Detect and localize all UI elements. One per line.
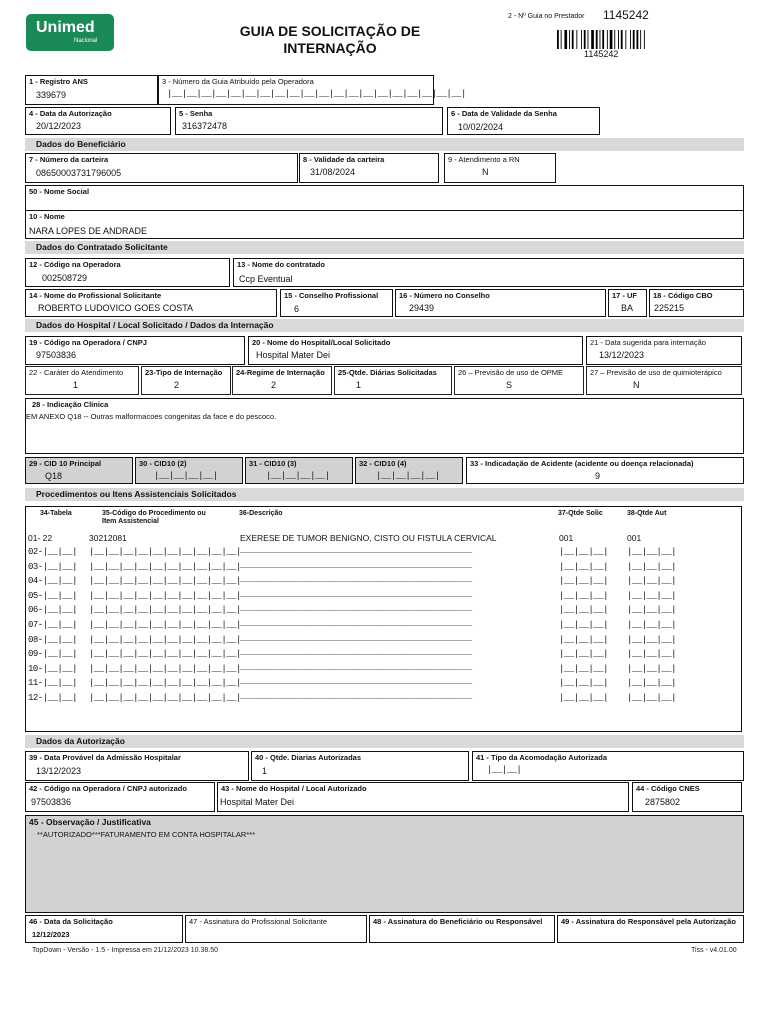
title-line-2: INTERNAÇÃO	[283, 40, 377, 56]
barcode-bar	[564, 30, 567, 49]
field-value: 339679	[36, 90, 67, 100]
slot-boxes: |__|__|	[487, 765, 522, 775]
barcode-bar	[581, 30, 582, 49]
field-label: 45 - Observação / Justificativa	[29, 817, 151, 827]
field-30-cid2	[135, 457, 243, 484]
field-label: 1 - Registro ANS	[29, 77, 88, 86]
field-26-opme	[454, 366, 584, 395]
field-label: 46 - Data da Solicitação	[29, 917, 113, 926]
row-qtde-aut-slots: |__|__|__|	[627, 590, 677, 601]
row-code-slots: |__|__|__|__|__|__|__|__|__|__|	[89, 620, 241, 630]
field-label: 30 - CID10 (2)	[139, 459, 187, 468]
row-qtde-solic: 001	[559, 533, 574, 543]
field-value: S	[506, 380, 513, 390]
field-value: Hospital Mater Dei	[220, 797, 295, 807]
row-qtde-aut-slots: |__|__|__|	[627, 693, 677, 703]
barcode-bar	[561, 30, 562, 49]
logo-name: Unimed	[36, 19, 95, 36]
barcode-bar	[596, 30, 598, 49]
logo-sub: Nacional	[74, 38, 98, 44]
row-qtde-solic-slots: |__|__|__|	[559, 678, 609, 689]
row-qtde-aut: 001	[627, 533, 642, 543]
field-25-diarias	[334, 366, 452, 395]
barcode-bar	[572, 30, 574, 49]
table-row	[26, 620, 741, 632]
barcode-bar	[630, 30, 631, 49]
row-code-slots: |__|__|__|__|__|__|__|__|__|__|	[89, 663, 241, 674]
row-description-line: ____________________________________________________________________	[240, 576, 472, 585]
field-41-acomodacao	[472, 751, 744, 781]
row-qtde-solic-slots: |__|__|__|	[559, 663, 609, 674]
slot-boxes: |__|__|__|__|	[266, 471, 330, 481]
field-label: 8 - Validade da carteira	[303, 155, 385, 164]
barcode-bar	[621, 30, 623, 49]
field-15-conselho	[280, 289, 393, 317]
row-qtde-solic-slots: |__|__|__|	[559, 576, 609, 587]
field-48-assinatura-beneficiario	[369, 915, 555, 943]
field-49-assinatura-autorizacao	[557, 915, 744, 943]
field-value: 13/12/2023	[599, 350, 645, 360]
field-5-senha	[175, 107, 443, 135]
field-4-data-autorizacao	[25, 107, 171, 135]
barcode-bar	[600, 30, 601, 49]
field-21-data-sugerida	[586, 336, 742, 365]
field-label: 16 - Número no Conselho	[399, 291, 490, 300]
field-label: 44 - Código CNES	[636, 784, 700, 793]
barcode-bar	[637, 30, 639, 49]
table-row	[26, 562, 741, 574]
row-code-slots: |__|__|__|__|__|__|__|__|__|__|	[89, 576, 241, 587]
field-label: 26 – Previsão de uso de OPME	[458, 368, 564, 377]
barcode-bar	[618, 30, 619, 49]
field-label: 20 - Nome do Hospital/Local Solicitado	[252, 338, 391, 347]
field-value: 002508729	[42, 273, 88, 283]
table-row	[26, 678, 741, 690]
barcode-number: 1145242	[584, 49, 619, 59]
field-value: NARA LOPES DE ANDRADE	[29, 226, 148, 236]
field-12-codigo-operadora	[25, 258, 230, 287]
field-label: 33 - Indicadação de Acidente (acidente ou doença relacionada)	[470, 459, 694, 468]
field-32-cid4	[355, 457, 463, 484]
field-label: 9 - Atendimento a RN	[448, 155, 520, 164]
row-code-slots: |__|__|__|__|__|__|__|__|__|__|	[89, 649, 241, 660]
row-description-line: ____________________________________________________________________	[240, 678, 472, 687]
field-value: ROBERTO LUDOVICO GOES COSTA	[38, 303, 194, 313]
barcode-bar	[591, 30, 594, 49]
col-header-codigo: 35-Código do Procedimento ou	[102, 510, 206, 517]
barcode-icon	[557, 30, 649, 50]
field-label: 42 - Código na Operadora / CNPJ autorizado	[29, 784, 187, 793]
row-description-line: ____________________________________________________________________	[240, 634, 472, 643]
field-label: 5 - Senha	[179, 109, 213, 118]
row-qtde-aut-slots: |__|__|__|	[627, 547, 677, 557]
field-label: 12 - Código na Operadora	[29, 260, 121, 269]
field-label: 14 - Nome do Profissional Solicitante	[29, 291, 162, 300]
field-50-nome-social	[25, 185, 744, 211]
field-24-regime	[232, 366, 332, 395]
field-29-cid-principal	[25, 457, 133, 484]
row-code: 30212081	[89, 533, 127, 543]
field-value: N	[482, 167, 489, 177]
barcode-bar	[633, 30, 635, 49]
field-value: 2	[271, 380, 277, 390]
field-label: 21 - Data sugerida para internação	[590, 338, 706, 347]
slot-boxes: |__|__|__|__|__|__|__|__|__|__|__|__|__|__|__|__|__|__|__|__|	[167, 89, 466, 99]
field-44-cnes	[632, 782, 742, 812]
row-description-line: ____________________________________________________________________	[240, 590, 472, 599]
field-label: 3 - Número da Guia Atribuído pela Operadora	[162, 77, 314, 86]
row-description-line: ____________________________________________________________________	[240, 620, 472, 628]
table-row	[26, 649, 741, 661]
procedures-table	[25, 506, 742, 732]
field-value: Ccp Eventual	[239, 274, 293, 284]
col-header-codigo-2: Item Assistencial	[102, 518, 159, 525]
guide-no: 1145242	[603, 8, 649, 22]
row-description-line: ____________________________________________________________________	[240, 605, 472, 614]
field-value: 1	[356, 380, 362, 390]
field-value: Hospital Mater Dei	[256, 350, 331, 360]
row-description-line: ____________________________________________________________________	[240, 649, 472, 658]
row-qtde-aut-slots: |__|__|__|	[627, 561, 677, 572]
table-row	[26, 635, 741, 647]
table-row	[26, 533, 741, 545]
field-28-indicacao-clinica	[25, 398, 744, 454]
row-description: EXERESE DE TUMOR BENIGNO, CISTO OU FISTULA CERVICAL	[240, 533, 497, 543]
field-label: 4 - Data da Autorização	[29, 109, 112, 118]
section-procedimentos: Procedimentos ou Itens Assistenciais Solicitados	[25, 488, 744, 501]
field-23-tipo-internacao	[141, 366, 231, 395]
barcode-bar	[610, 30, 613, 49]
field-label: 27 – Previsão de uso de quimioterápico	[590, 368, 722, 377]
page-title	[215, 23, 445, 57]
field-label: 15 - Conselho Profissional	[284, 291, 379, 300]
row-qtde-aut-slots: |__|__|__|	[627, 576, 677, 587]
barcode-bar	[614, 30, 615, 49]
field-value: BA	[621, 303, 634, 313]
row-qtde-solic-slots: |__|__|__|	[559, 649, 609, 660]
row-code-slots: |__|__|__|__|__|__|__|__|__|__|	[89, 693, 241, 703]
table-row	[26, 547, 741, 559]
field-label: 43 - Nome do Hospital / Local Autorizado	[221, 784, 367, 793]
col-header-descricao: 36-Descrição	[239, 510, 283, 517]
row-code-slots: |__|__|__|__|__|__|__|__|__|__|	[89, 547, 241, 557]
field-8-validade-carteira	[299, 153, 439, 183]
row-qtde-solic-slots: |__|__|__|	[559, 590, 609, 601]
row-description-line: ____________________________________________________________________	[240, 693, 472, 701]
field-label: 39 - Data Provável da Admissão Hospitalar	[29, 753, 181, 762]
field-value: 9	[595, 471, 601, 481]
field-40-diarias-autorizadas	[251, 751, 469, 781]
barcode-bar	[607, 30, 608, 49]
field-42-cnpj-autorizado	[25, 782, 215, 812]
guide-no-label: 2 - Nº Guia no Prestador	[508, 13, 585, 20]
footer-right: Tiss - v4.01.00	[691, 947, 737, 954]
field-label: 29 - CID 10 Principal	[29, 459, 102, 468]
field-value: 97503836	[36, 350, 77, 360]
field-value: 10/02/2024	[458, 122, 504, 132]
barcode-bar	[584, 30, 586, 49]
row-code-slots: |__|__|__|__|__|__|__|__|__|__|	[89, 678, 241, 689]
field-value: **AUTORIZADO***FATURAMENTO EM CONTA HOSPITALAR***	[37, 830, 256, 839]
section-contratado: Dados do Contratado Solicitante	[25, 241, 744, 254]
row-qtde-aut-slots: |__|__|__|	[627, 649, 677, 660]
table-row	[26, 664, 741, 676]
barcode-bar	[569, 30, 570, 49]
row-qtde-solic-slots: |__|__|__|	[559, 693, 609, 703]
row-number-table: 08-|__|__|	[28, 634, 78, 645]
row-qtde-solic-slots: |__|__|__|	[559, 561, 609, 572]
footer-left: TopDown - Versão - 1.5 - Impressa em 21/12/2023 10.38.50	[32, 947, 218, 954]
field-value: 316372478	[182, 121, 228, 131]
field-label: 28 - Indicação Clínica	[32, 400, 109, 409]
row-number: 01- 22	[28, 533, 53, 543]
row-qtde-solic-slots: |__|__|__|	[559, 634, 609, 645]
col-header-qtde-aut: 38-Qtde Aut	[627, 510, 667, 517]
row-description-line: ____________________________________________________________________	[240, 547, 472, 555]
row-description-line: ____________________________________________________________________	[240, 663, 472, 672]
barcode-bar	[588, 30, 589, 49]
field-18-cbo	[649, 289, 744, 317]
field-47-assinatura-profissional	[185, 915, 367, 943]
table-row	[26, 576, 741, 588]
field-label: 7 - Número da carteira	[29, 155, 109, 164]
table-row	[26, 693, 741, 705]
field-label: 23-Tipo de Internação	[145, 368, 223, 377]
section-beneficiario: Dados do Beneficiário	[25, 138, 744, 151]
field-label: 40 - Qtde. Diarias Autorizadas	[255, 753, 362, 762]
row-code-slots: |__|__|__|__|__|__|__|__|__|__|	[89, 590, 241, 601]
col-header-qtde-solic: 37-Qtde Solic	[558, 510, 603, 517]
field-label: 47 - Assinatura do Profissional Solicitante	[189, 917, 327, 926]
field-39-admissao	[25, 751, 249, 781]
row-code-slots: |__|__|__|__|__|__|__|__|__|__|	[89, 634, 241, 645]
barcode-bar	[576, 30, 577, 49]
field-label: 22 - Caráter do Atendimento	[29, 368, 124, 377]
table-row	[26, 605, 741, 617]
field-19-cnpj	[25, 336, 245, 365]
row-code-slots: |__|__|__|__|__|__|__|__|__|__|	[89, 605, 241, 616]
field-16-numero-conselho	[395, 289, 606, 317]
slot-boxes: |__|__|__|__|	[154, 471, 218, 481]
field-label: 41 - Tipo da Acomodação Autorizada	[476, 753, 607, 762]
slot-boxes: |__|__|__|__|	[376, 471, 440, 481]
field-1-registro-ans	[25, 75, 158, 105]
field-14-profissional	[25, 289, 277, 317]
row-code-slots: |__|__|__|__|__|__|__|__|__|__|	[89, 561, 241, 572]
title-line-1: GUIA DE SOLICITAÇÃO DE	[239, 23, 421, 39]
field-20-hospital	[248, 336, 583, 365]
field-33-acidente	[466, 457, 744, 484]
field-value: 2	[174, 380, 180, 390]
field-label: 25-Qtde. Diárias Solicitadas	[338, 368, 437, 377]
field-7-carteira	[25, 153, 298, 183]
field-value: 13/12/2023	[36, 766, 82, 776]
field-value: 29439	[409, 303, 435, 313]
row-number-table: 07-|__|__|	[28, 620, 78, 630]
row-qtde-aut-slots: |__|__|__|	[627, 663, 677, 674]
field-6-validade-senha	[447, 107, 600, 135]
row-qtde-aut-slots: |__|__|__|	[627, 605, 677, 616]
field-value: Q18	[45, 471, 63, 481]
barcode-bar	[557, 30, 559, 49]
row-number-table: 02-|__|__|	[28, 547, 78, 557]
field-label: 31 - CID10 (3)	[249, 459, 297, 468]
field-value: 6	[294, 304, 300, 314]
field-label: 48 - Assinatura do Beneficiário ou Responsável	[373, 917, 543, 926]
barcode-bar	[602, 30, 604, 49]
field-label: 6 - Data de Validade da Senha	[451, 109, 557, 118]
row-qtde-aut-slots: |__|__|__|	[627, 620, 677, 630]
row-number-table: 04-|__|__|	[28, 576, 78, 587]
field-value: 12/12/2023	[32, 930, 70, 939]
field-43-hospital-autorizado	[217, 782, 629, 812]
field-17-uf	[608, 289, 647, 317]
field-label: 49 - Assinatura do Responsável pela Autorização	[561, 917, 736, 926]
field-22-carater	[25, 366, 139, 395]
row-description-line: ____________________________________________________________________	[240, 561, 472, 570]
row-number-table: 03-|__|__|	[28, 561, 78, 572]
row-qtde-aut-slots: |__|__|__|	[627, 634, 677, 645]
field-3-guia-operadora	[158, 75, 466, 105]
row-number-table: 10-|__|__|	[28, 663, 78, 674]
field-value: 20/12/2023	[36, 121, 82, 131]
row-qtde-solic-slots: |__|__|__|	[559, 620, 609, 630]
field-value: 97503836	[31, 797, 72, 807]
field-value: 1	[262, 766, 268, 776]
row-number-table: 05-|__|__|	[28, 590, 78, 601]
field-label: 13 - Nome do contratado	[237, 260, 325, 269]
field-label: 24-Regime de Internação	[236, 368, 325, 377]
field-9-atendimento-rn	[444, 153, 556, 183]
row-number-table: 11-|__|__|	[28, 678, 78, 689]
field-value: 08650003731796005	[36, 168, 122, 178]
field-31-cid3	[245, 457, 353, 484]
field-27-quimio	[586, 366, 742, 395]
field-10-nome	[25, 210, 744, 239]
row-number-table: 09-|__|__|	[28, 649, 78, 660]
field-value: N	[633, 380, 640, 390]
field-value: EM ANEXO Q18 -- Outras malformacoes congenitas da face e do pescoco.	[26, 412, 277, 421]
field-value: 31/08/2024	[310, 167, 356, 177]
unimed-logo	[26, 14, 114, 51]
section-autorizacao: Dados da Autorização	[25, 735, 744, 748]
field-label: 18 - Código CBO	[653, 291, 713, 300]
field-13-nome-contratado	[233, 258, 744, 287]
field-value: 1	[73, 380, 79, 390]
field-value: 225215	[654, 303, 685, 313]
field-label: 17 - UF	[612, 291, 638, 300]
barcode-bar	[644, 30, 645, 49]
barcode-bar	[640, 30, 641, 49]
field-45-observacao	[25, 815, 744, 913]
row-qtde-solic-slots: |__|__|__|	[559, 547, 609, 557]
field-label: 50 - Nome Social	[29, 187, 90, 196]
row-number-table: 12-|__|__|	[28, 693, 78, 703]
row-qtde-aut-slots: |__|__|__|	[627, 678, 677, 689]
field-label: 19 - Código na Operadora / CNPJ	[29, 338, 147, 347]
col-header-tabela: 34-Tabela	[40, 510, 72, 517]
section-hospital: Dados do Hospital / Local Solicitado / Dados da Internação	[25, 319, 744, 332]
field-label: 10 - Nome	[29, 212, 65, 221]
row-qtde-solic-slots: |__|__|__|	[559, 605, 609, 616]
field-value: 2875802	[645, 797, 681, 807]
field-label: 32 - CID10 (4)	[359, 459, 407, 468]
barcode-bar	[625, 30, 626, 49]
field-46-data-solicitacao	[25, 915, 183, 943]
table-row	[26, 591, 741, 603]
row-number-table: 06-|__|__|	[28, 605, 78, 616]
